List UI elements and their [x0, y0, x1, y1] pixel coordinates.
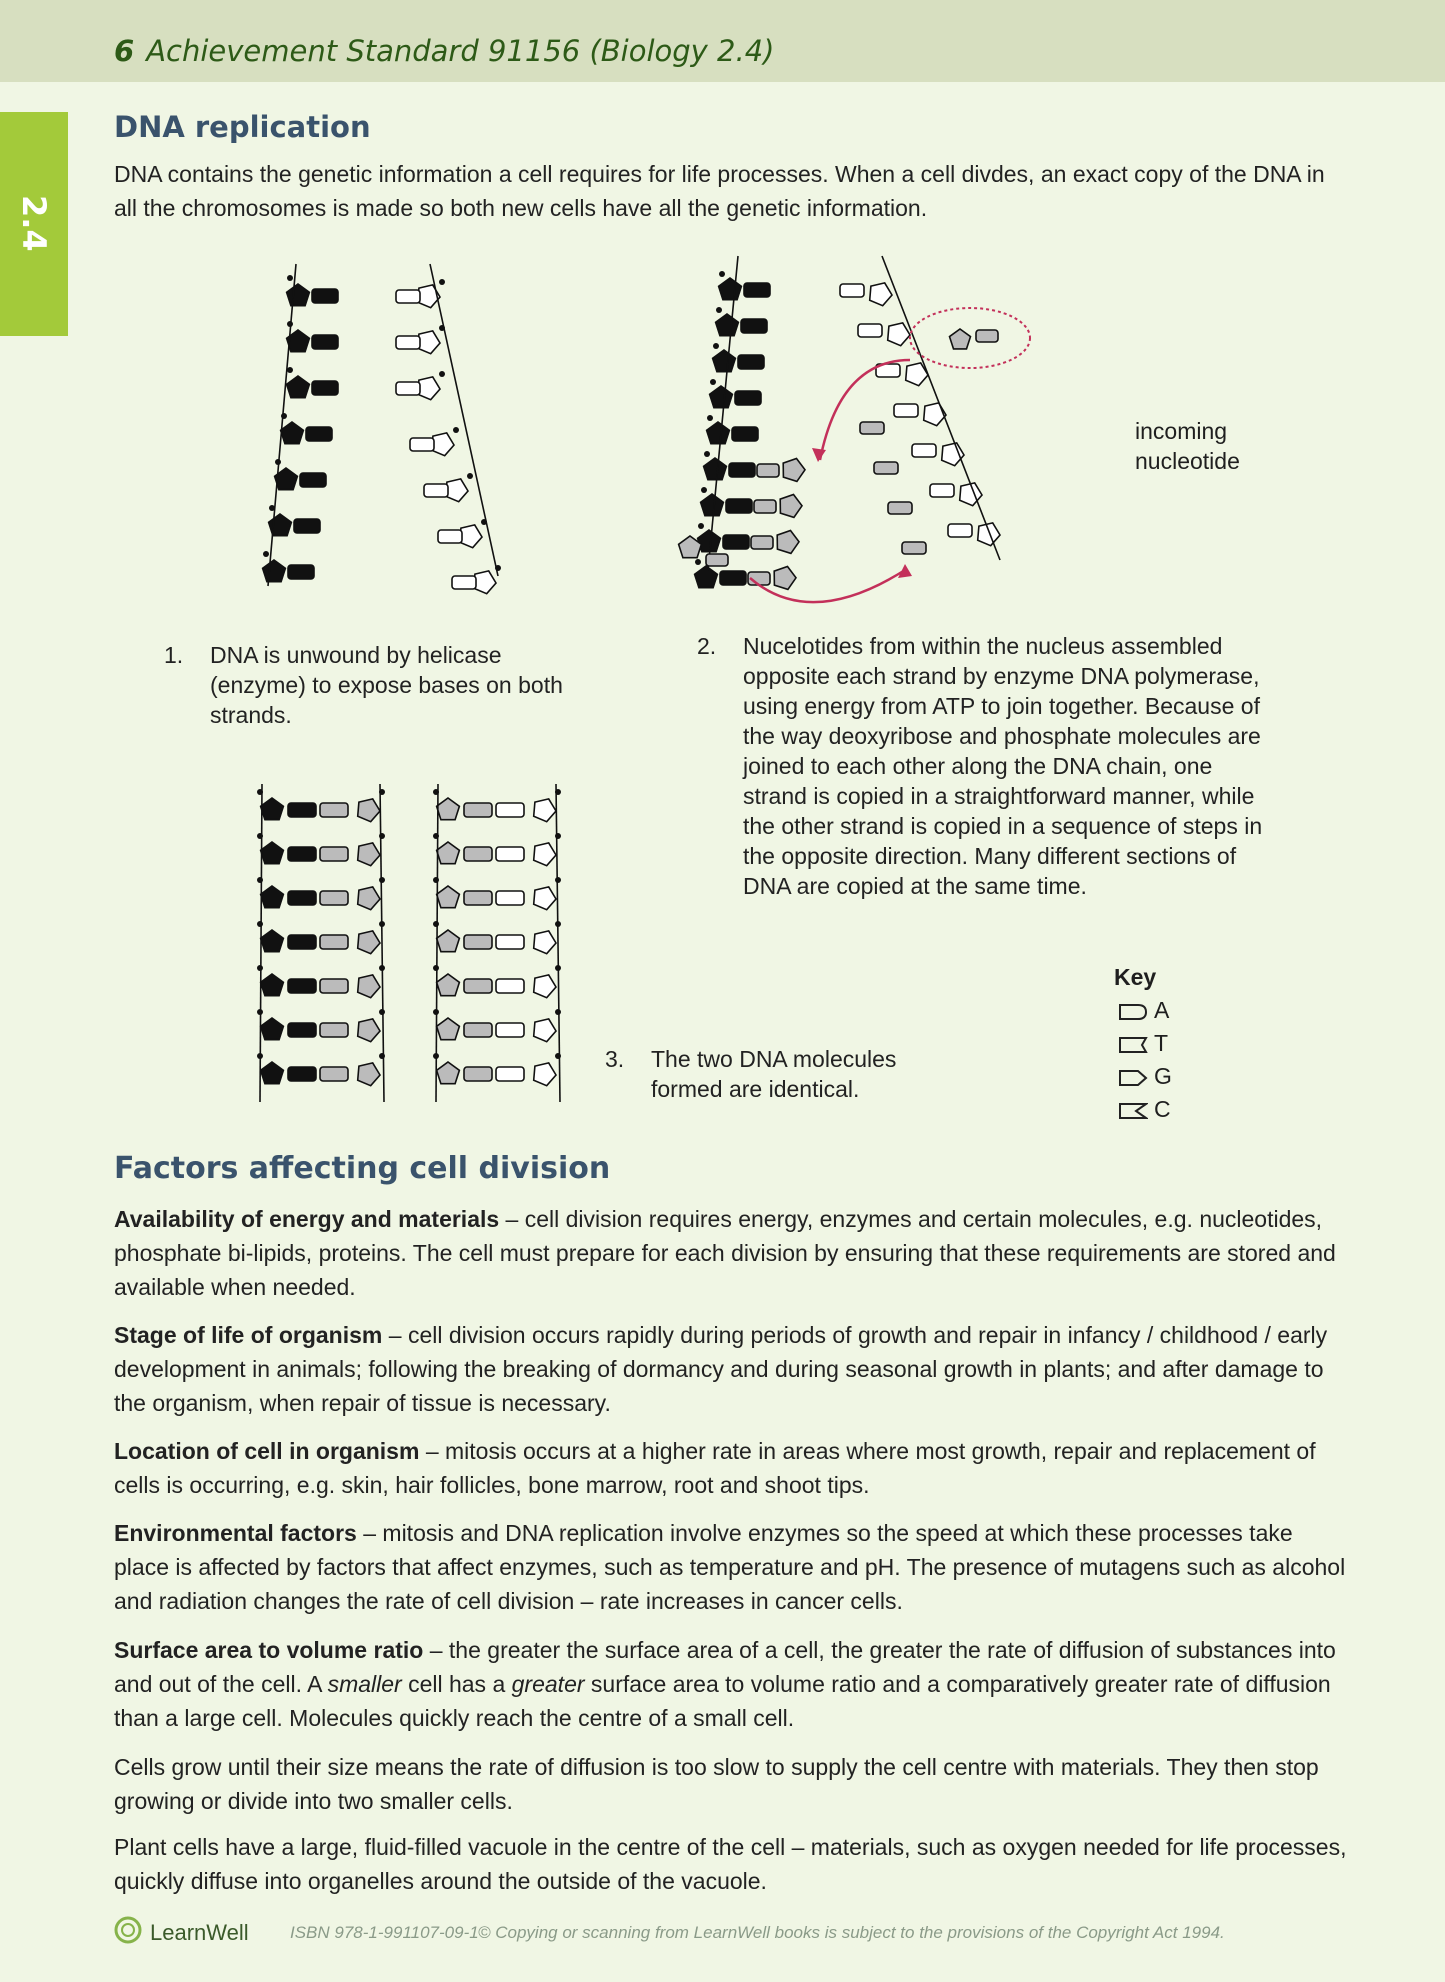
- factor-paragraph: [114, 1318, 1354, 1420]
- base-shape: [320, 979, 348, 993]
- base-shape: [726, 499, 752, 513]
- vacuole-paragraph: Plant cells have a large, fluid-filled vacuole in the centre of the cell – materials, such as oxygen needed for life processes, quickly diffuse into organelles around the outside of the vacuole.: [114, 1834, 1347, 1894]
- factor-term: Location of cell in organism: [114, 1438, 420, 1464]
- factor-text: – mitosis and DNA replication involve enzymes so the speed at which these processes take place is affected by factors that affect enzymes, such as temperature and pH. The presence of mutagens such as alcohol and radiation changes the rate of cell division – rate increases in cancer cells.: [114, 1520, 1346, 1614]
- phosphate-dot: [287, 275, 293, 281]
- footer-brand: LearnWell: [150, 1920, 249, 1945]
- factor-text: cell has a: [401, 1671, 512, 1697]
- emphasis: greater: [511, 1671, 585, 1697]
- page-header: [114, 34, 774, 68]
- sugar-shape: [261, 798, 284, 820]
- base-shape: [320, 1023, 348, 1037]
- base-shape: [288, 979, 316, 993]
- base-shape: [754, 500, 776, 513]
- sugar-shape: [942, 443, 964, 466]
- factor-text: – cell division occurs rapidly during periods of growth and repair in infancy / childhood / early development in animals; following the breaking of dormancy and during seasonal growth in plants; and after damage to the organism, when repair of tissue is necessary.: [114, 1322, 1328, 1416]
- base-shape: [396, 382, 420, 395]
- sugar-shape: [710, 386, 733, 408]
- sugar-shape: [261, 886, 284, 908]
- sugar-shape: [261, 842, 284, 864]
- sugar-shape: [719, 278, 742, 300]
- sugar-shape: [446, 479, 468, 502]
- base-shape: [396, 336, 420, 349]
- base-shape: [496, 935, 524, 949]
- sugar-shape: [263, 560, 286, 582]
- step-number: 3.: [605, 1046, 625, 1072]
- base-shape: [464, 803, 492, 817]
- base-shape: [735, 391, 761, 405]
- key-item-a: [1118, 997, 1169, 1024]
- key-item-g: [1118, 1063, 1172, 1090]
- phosphate-dot: [695, 559, 701, 565]
- phosphate-dot: [433, 965, 439, 971]
- section-tab-label: 2.4: [15, 195, 53, 252]
- sugar-shape: [261, 1018, 284, 1040]
- sugar-shape: [418, 331, 440, 354]
- base-shape: [288, 565, 314, 579]
- step-text: Nucelotides from within the nucleus assembled opposite each strand by enzyme DNA polymerase, using energy from ATP to join together. Because of the way deoxyribose and phosphate molecules are joined to each other along the DNA chain, one strand is copied in a straightforward manner, while the other strand is copied in a sequence of steps in the opposite direction. Many different sections of DNA are copied at the same time.: [743, 633, 1263, 899]
- sugar-shape: [704, 458, 727, 480]
- base-shape: [424, 484, 448, 497]
- phosphate-dot: [263, 551, 269, 557]
- phosphate-dot: [707, 415, 713, 421]
- base-shape: [496, 803, 524, 817]
- phosphate-dot: [467, 473, 473, 479]
- base-shape: [294, 519, 320, 533]
- sugar-shape: [534, 843, 556, 866]
- base-shape: [744, 283, 770, 297]
- phosphate-dot: [257, 921, 263, 927]
- sugar-shape: [534, 1063, 556, 1086]
- phosphate-dot: [439, 279, 445, 285]
- base-shape: [741, 319, 767, 333]
- sugar-shape: [358, 843, 380, 866]
- base-shape: [858, 324, 882, 337]
- sugar-shape: [358, 931, 380, 954]
- base-shape: [410, 438, 434, 451]
- base-shape: [720, 571, 746, 585]
- base-shape: [288, 1023, 316, 1037]
- base-shape: [738, 355, 764, 369]
- base-shape: [320, 891, 348, 905]
- sugar-shape: [437, 842, 460, 864]
- base-shape: [894, 404, 918, 417]
- base-shape: [288, 935, 316, 949]
- base-shape: [396, 290, 420, 303]
- footer-isbn: ISBN 978-1-991107-09-1: [290, 1923, 479, 1942]
- sugar-shape: [780, 495, 802, 518]
- sugar-shape: [358, 1063, 380, 1086]
- phosphate-dot: [716, 307, 722, 313]
- guanine-shape-icon: [1118, 1068, 1148, 1088]
- key-title: Key: [1114, 964, 1157, 990]
- base-shape: [464, 1067, 492, 1081]
- base-shape: [930, 484, 954, 497]
- sugar-shape: [534, 887, 556, 910]
- sugar-shape: [888, 323, 910, 346]
- base-shape: [496, 1023, 524, 1037]
- base-shape: [948, 524, 972, 537]
- base-shape: [320, 847, 348, 861]
- base-shape: [288, 847, 316, 861]
- sugar-shape: [358, 975, 380, 998]
- sugar-shape: [950, 329, 971, 349]
- base-shape: [840, 284, 864, 297]
- key-item-c: [1118, 1096, 1171, 1123]
- phosphate-dot: [555, 1009, 561, 1015]
- base-shape: [751, 536, 773, 549]
- sugar-shape: [281, 422, 304, 444]
- base-shape: [464, 891, 492, 905]
- base-shape: [464, 847, 492, 861]
- factor-term: Availability of energy and materials: [114, 1206, 500, 1232]
- base-shape: [320, 803, 348, 817]
- base-shape: [464, 979, 492, 993]
- sugar-shape: [437, 886, 460, 908]
- factor-paragraph: [114, 1633, 1354, 1735]
- base-shape: [312, 335, 338, 349]
- sugar-shape: [870, 283, 892, 306]
- header-title: Achievement Standard 91156 (Biology 2.4): [146, 34, 775, 68]
- factor-term: Surface area to volume ratio: [114, 1637, 424, 1663]
- sugar-shape: [261, 930, 284, 952]
- page-number: 6: [114, 34, 135, 68]
- key-label: C: [1154, 1096, 1171, 1122]
- base-shape: [902, 542, 926, 554]
- base-shape: [320, 935, 348, 949]
- key-item-t: [1118, 1030, 1168, 1057]
- base-shape: [729, 463, 755, 477]
- sugar-shape: [701, 494, 724, 516]
- base-shape: [496, 1067, 524, 1081]
- base-shape: [496, 891, 524, 905]
- sugar-shape: [534, 1019, 556, 1042]
- phosphate-dot: [287, 367, 293, 373]
- factor-text: surface area to volume ratio and a comparatively greater rate of diffusion than a large cell. Molecules quickly reach the centre of a small cell.: [114, 1671, 1331, 1731]
- thymine-shape-icon: [1118, 1035, 1148, 1055]
- footer-copyright: © Copying or scanning from LearnWell books is subject to the provisions of the Copyright Act 1994.: [478, 1923, 1225, 1942]
- sugar-shape: [358, 799, 380, 822]
- base-shape: [288, 803, 316, 817]
- sugar-shape: [534, 931, 556, 954]
- factor-text: – the greater the surface area of a cell, the greater the rate of diffusion of substances into and out of the cell. A: [114, 1637, 1336, 1697]
- learnwell-logo-icon: [114, 1916, 142, 1944]
- base-shape: [874, 462, 898, 474]
- sugar-shape: [261, 974, 284, 996]
- sugar-shape: [437, 1018, 460, 1040]
- two-molecules-diagram: [250, 780, 590, 1110]
- sugar-shape: [437, 798, 460, 820]
- base-shape: [706, 554, 728, 566]
- diffusion-paragraph: Cells grow until their size means the rate of diffusion is too slow to supply the cell centre with materials. They then stop growing or divide into two smaller cells.: [114, 1754, 1319, 1814]
- adenine-shape-icon: [1118, 1002, 1148, 1022]
- factor-paragraph: [114, 1516, 1354, 1618]
- sugar-shape: [698, 530, 721, 552]
- sugar-shape: [432, 433, 454, 456]
- arrowhead: [898, 564, 912, 578]
- sugar-shape: [287, 284, 310, 306]
- phosphate-dot: [698, 523, 704, 529]
- base-shape: [860, 422, 884, 434]
- base-shape: [732, 427, 758, 441]
- sugar-shape: [534, 799, 556, 822]
- base-shape: [312, 381, 338, 395]
- phosphate-dot: [710, 379, 716, 385]
- base-shape: [976, 330, 998, 342]
- base-shape: [757, 464, 779, 477]
- factor-term: Stage of life of organism: [114, 1322, 383, 1348]
- sugar-shape: [534, 975, 556, 998]
- phosphate-dot: [719, 271, 725, 277]
- unwinding-dna-diagram: [248, 256, 538, 616]
- sugar-shape: [774, 567, 796, 590]
- base-shape: [300, 473, 326, 487]
- phosphate-dot: [433, 921, 439, 927]
- phosphate-dot: [704, 451, 710, 457]
- cytosine-shape-icon: [1118, 1101, 1148, 1121]
- backbone-line: [708, 256, 738, 570]
- base-shape: [452, 576, 476, 589]
- step-number: 2.: [697, 633, 717, 659]
- phosphate-dot: [453, 427, 459, 433]
- intro-paragraph: DNA contains the genetic information a cell requires for life processes. When a cell divdes, an exact copy of the DNA in all the chromosomes is made so both new cells have all the genetic information.: [114, 161, 1325, 221]
- sugar-shape: [418, 377, 440, 400]
- factor-text: – mitosis occurs at a higher rate in areas where most growth, repair and replacement of cells is occurring, e.g. skin, hair follicles, bone marrow, root and shoot tips.: [114, 1438, 1316, 1498]
- phosphate-dot: [379, 1009, 385, 1015]
- step-number: 1.: [164, 642, 184, 668]
- factor-text: – cell division requires energy, enzymes and certain molecules, e.g. nucleotides, phosphate bi-lipids, proteins. The cell must prepare for each division by ensuring that these requirements are stored and available when needed.: [114, 1206, 1336, 1300]
- factors-heading: Factors affecting cell division: [114, 1151, 611, 1186]
- sugar-shape: [358, 887, 380, 910]
- section-tab: [0, 112, 68, 336]
- base-shape: [288, 891, 316, 905]
- phosphate-dot: [713, 343, 719, 349]
- base-shape: [438, 530, 462, 543]
- factor-paragraph: [114, 1434, 1354, 1502]
- key-label: A: [1154, 997, 1170, 1023]
- factor-paragraph: [114, 1202, 1354, 1304]
- phosphate-dot: [257, 965, 263, 971]
- factor-term: Environmental factors: [114, 1520, 357, 1546]
- sugar-shape: [783, 459, 805, 482]
- base-shape: [306, 427, 332, 441]
- base-shape: [312, 289, 338, 303]
- sugar-shape: [437, 974, 460, 996]
- phosphate-dot: [439, 371, 445, 377]
- base-shape: [288, 1067, 316, 1081]
- arrow-path: [750, 570, 905, 602]
- sugar-shape: [437, 1062, 460, 1084]
- base-shape: [912, 444, 936, 457]
- sugar-shape: [460, 525, 482, 548]
- dna-replication-heading: DNA replication: [114, 110, 371, 144]
- sugar-shape: [713, 350, 736, 372]
- key-label: T: [1154, 1030, 1169, 1056]
- arrowhead: [812, 448, 826, 462]
- sugar-shape: [287, 376, 310, 398]
- sugar-shape: [261, 1062, 284, 1084]
- base-shape: [723, 535, 749, 549]
- sugar-shape: [978, 523, 1000, 546]
- sugar-shape: [474, 571, 496, 594]
- sugar-shape: [358, 1019, 380, 1042]
- key-label: G: [1154, 1063, 1172, 1089]
- incoming-nucleotide-label: incoming nucleotide: [1135, 418, 1240, 474]
- base-shape: [464, 1023, 492, 1037]
- base-shape: [464, 935, 492, 949]
- step-text: The two DNA molecules formed are identical.: [651, 1046, 897, 1102]
- base-shape: [888, 502, 912, 514]
- sugar-shape: [707, 422, 730, 444]
- sugar-shape: [716, 314, 739, 336]
- sugar-shape: [777, 531, 799, 554]
- sugar-shape: [437, 930, 460, 952]
- base-shape: [496, 979, 524, 993]
- base-shape: [320, 1067, 348, 1081]
- page-footer: [114, 1916, 1344, 1952]
- base-shape: [496, 847, 524, 861]
- emphasis: smaller: [327, 1671, 402, 1697]
- sugar-shape: [695, 566, 718, 588]
- step-text: DNA is unwound by helicase (enzyme) to expose bases on both strands.: [210, 642, 563, 728]
- phosphate-dot: [701, 487, 707, 493]
